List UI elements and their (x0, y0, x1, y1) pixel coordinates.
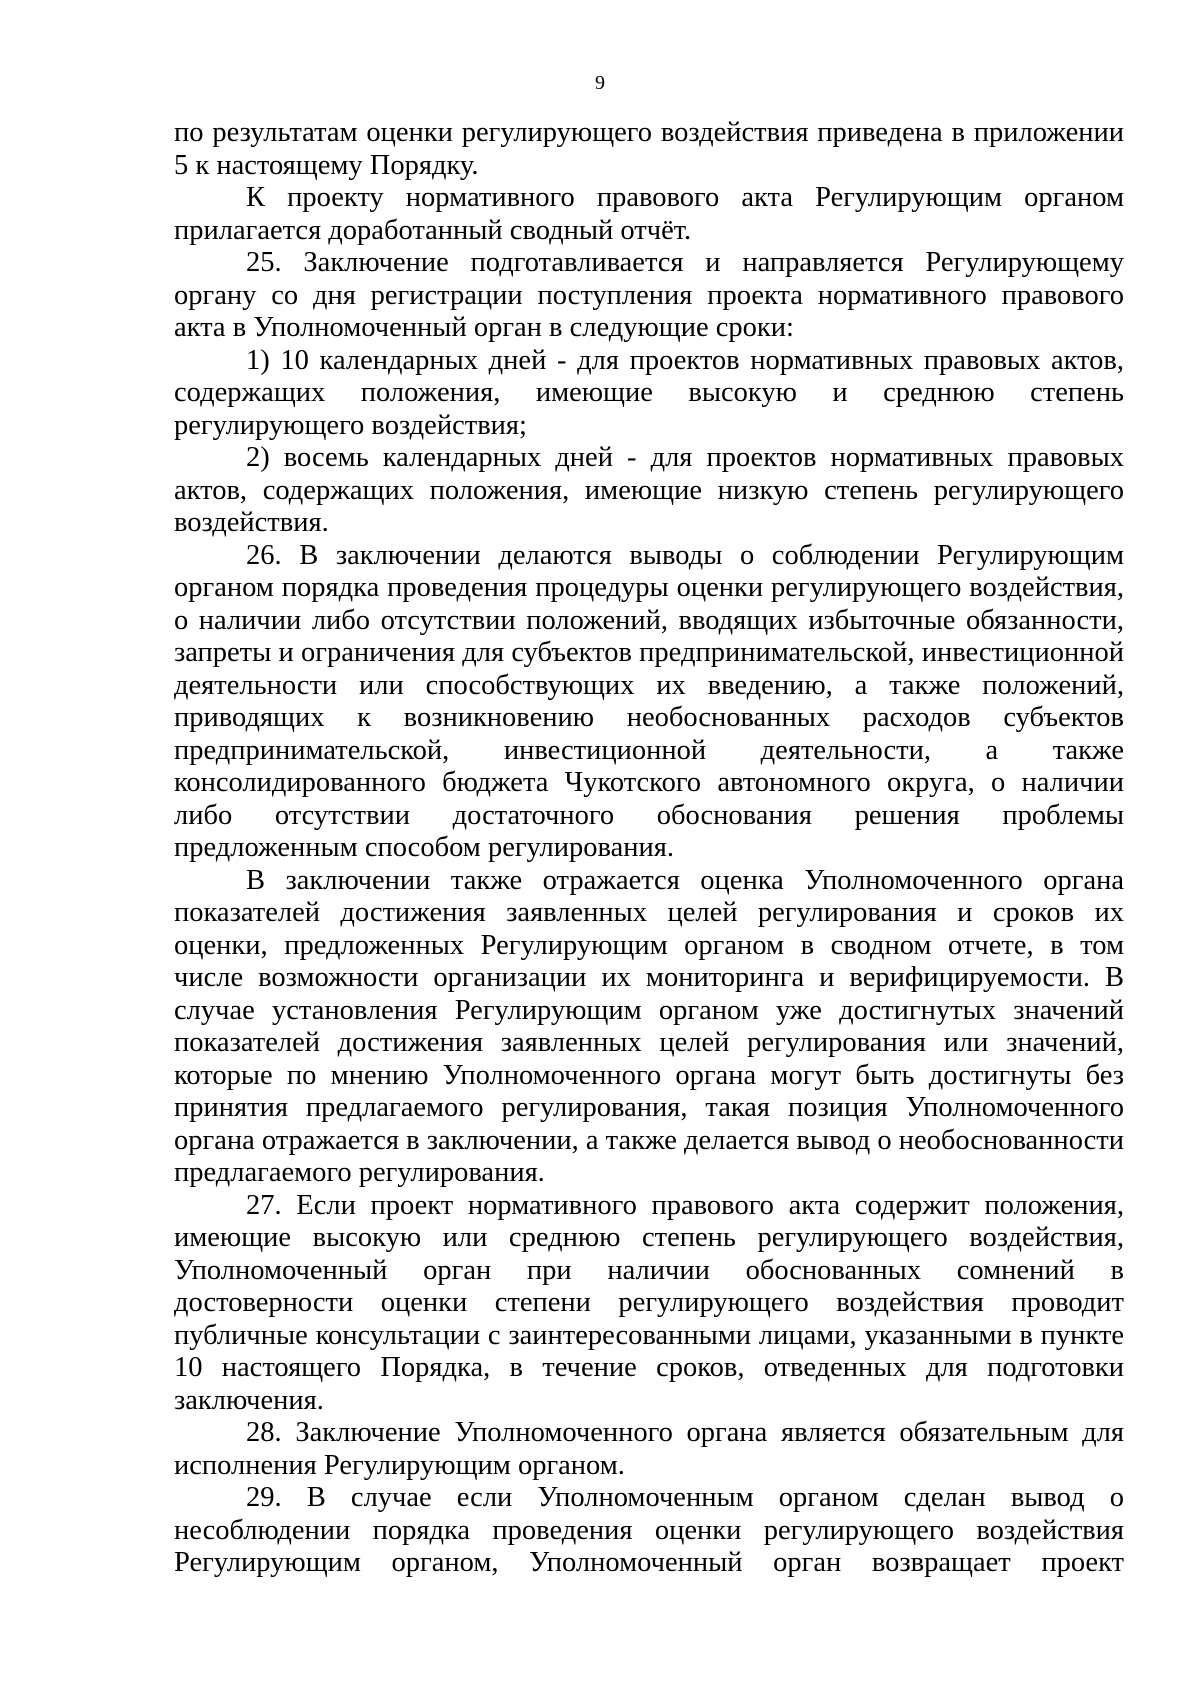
paragraph-26: 26. В заключении делаются выводы о соблюдении Регулирующим органом порядка проведения процедуры оценки регулирующего воздействия, о наличии либо отсутствии положений, вводящих избыточные обязанности, запреты и ограничения для субъектов предпринимательской, инвестиционной деятельности или способствующих их введению, а также положений, приводящих к возникновению необоснованных расходов субъектов предпринимательской, инвестиционной деятельности, а также консолидированного бюджета Чукотского автономного округа, о наличии либо отсутствии достаточного обоснования решения проблемы предложенным способом регулирования. (174, 539, 1124, 863)
paragraph-25-item-2: 2) восемь календарных дней - для проектов нормативных правовых актов, содержащих положения, имеющие низкую степень регулирующего воздействия. (174, 442, 1124, 538)
page-number: 9 (595, 72, 605, 94)
paragraph-27: 27. Если проект нормативного правового акта содержит положения, имеющие высокую или среднюю степень регулирующего воздействия, Уполномоченный орган при наличии обоснованных сомнений в достоверности оценки степени регулирующего воздействия проводит публичные консультации с заинтересованными лицами, указанными в пункте 10 настоящего Порядка, в течение сроков, отведенных для подготовки заключения. (174, 1189, 1124, 1416)
paragraph-28: 28. Заключение Уполномоченного органа является обязательным для исполнения Регулирующим органом. (174, 1417, 1124, 1481)
paragraph-25: 25. Заключение подготавливается и направляется Регулирующему органу со дня регистрации поступления проекта нормативного правового акта в Уполномоченный орган в следующие сроки: (174, 247, 1124, 343)
document-body (174, 117, 1124, 1580)
paragraph-attachment: К проекту нормативного правового акта Регулирующим органом прилагается доработанный сводный отчёт. (174, 182, 1124, 246)
paragraph-29: 29. В случае если Уполномоченным органом сделан вывод о несоблюдении порядка проведения оценки регулирующего воздействия Регулирующим органом, Уполномоченный орган возвращает проект (174, 1482, 1124, 1578)
paragraph-continuation: по результатам оценки регулирующего воздействия приведена в приложении 5 к настоящему Порядку. (174, 117, 1124, 181)
paragraph-26-continued: В заключении также отражается оценка Уполномоченного органа показателей достижения заявленных целей регулирования и сроков их оценки, предложенных Регулирующим органом в сводном отчете, в том числе возможности организации их мониторинга и верифицируемости. В случае установления Регулирующим органом уже достигнутых значений показателей достижения заявленных целей регулирования или значений, которые по мнению Уполномоченного органа могут быть достигнуты без принятия предлагаемого регулирования, такая позиция Уполномоченного органа отражается в заключении, а также делается вывод о необоснованности предлагаемого регулирования. (174, 864, 1125, 1188)
paragraph-25-item-1: 1) 10 календарных дней - для проектов нормативных правовых актов, содержащих положения, имеющие высокую и среднюю степень регулирующего воздействия; (174, 344, 1124, 441)
